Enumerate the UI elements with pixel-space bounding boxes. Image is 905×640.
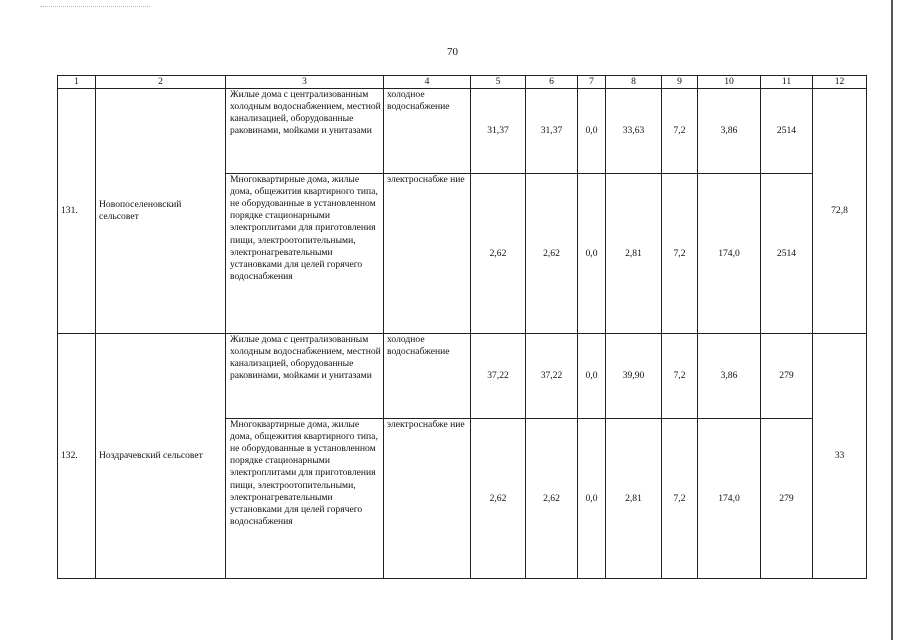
value-cell: 2,81 xyxy=(606,174,662,334)
housing-description: Жилые дома с централизованным холодным водоснабжением, местной канализацией, оборудованные раковинами, мойками и унитазами xyxy=(226,334,384,419)
page-edge-line xyxy=(891,0,893,640)
utility-service: холодное водоснабжение xyxy=(384,334,471,419)
settlement-name: Ноздрачевский сельсовет xyxy=(96,334,226,579)
value-cell: 37,22 xyxy=(526,334,578,419)
column-header: 5 xyxy=(471,76,526,89)
housing-description: Многоквартирные дома, жилые дома, общежития квартирного типа, не оборудованные в установленном порядке стационарными электроплитами для приготовления пищи, электроотопительными, электронагревательными установками для целей горячего водоснабжения xyxy=(226,174,384,334)
column-header: 10 xyxy=(698,76,761,89)
value-cell: 7,2 xyxy=(662,89,698,174)
value-cell: 7,2 xyxy=(662,419,698,579)
value-cell: 3,86 xyxy=(698,334,761,419)
tariff-table xyxy=(57,75,867,579)
table-header-row xyxy=(58,76,867,89)
value-cell: 33,63 xyxy=(606,89,662,174)
value-cell: 2514 xyxy=(761,89,813,174)
utility-service: электроснабже ние xyxy=(384,419,471,579)
value-cell: 7,2 xyxy=(662,174,698,334)
column-header: 1 xyxy=(58,76,96,89)
table-row xyxy=(58,89,867,174)
top-scan-mark xyxy=(40,6,150,7)
housing-description: Жилые дома с централизованным холодным водоснабжением, местной канализацией, оборудованные раковинами, мойками и унитазами xyxy=(226,89,384,174)
value-cell: 0,0 xyxy=(578,334,606,419)
value-cell: 2,81 xyxy=(606,419,662,579)
column-header: 6 xyxy=(526,76,578,89)
utility-service: холодное водоснабжение xyxy=(384,89,471,174)
value-cell: 31,37 xyxy=(526,89,578,174)
value-cell: 31,37 xyxy=(471,89,526,174)
value-cell: 279 xyxy=(761,419,813,579)
row-index: 132. xyxy=(58,334,96,579)
value-cell: 7,2 xyxy=(662,334,698,419)
column-header: 7 xyxy=(578,76,606,89)
column-header: 12 xyxy=(813,76,867,89)
utility-service: электроснабже ние xyxy=(384,174,471,334)
value-cell: 0,0 xyxy=(578,419,606,579)
value-cell: 174,0 xyxy=(698,419,761,579)
value-cell: 0,0 xyxy=(578,174,606,334)
column-header: 3 xyxy=(226,76,384,89)
row-index: 131. xyxy=(58,89,96,334)
value-cell: 2514 xyxy=(761,174,813,334)
total-value: 33 xyxy=(813,334,867,579)
page-number: 70 xyxy=(447,46,458,58)
value-cell: 37,22 xyxy=(471,334,526,419)
column-header: 9 xyxy=(662,76,698,89)
value-cell: 279 xyxy=(761,334,813,419)
value-cell: 174,0 xyxy=(698,174,761,334)
column-header: 4 xyxy=(384,76,471,89)
value-cell: 39,90 xyxy=(606,334,662,419)
value-cell: 2,62 xyxy=(471,419,526,579)
column-header: 8 xyxy=(606,76,662,89)
value-cell: 0,0 xyxy=(578,89,606,174)
column-header: 2 xyxy=(96,76,226,89)
value-cell: 2,62 xyxy=(526,174,578,334)
housing-description: Многоквартирные дома, жилые дома, общежития квартирного типа, не оборудованные в установленном порядке стационарными электроплитами для приготовления пищи, электроотопительными, электронагревательными установками для целей горячего водоснабжения xyxy=(226,419,384,579)
column-header: 11 xyxy=(761,76,813,89)
value-cell: 2,62 xyxy=(471,174,526,334)
value-cell: 2,62 xyxy=(526,419,578,579)
table-row xyxy=(58,334,867,419)
value-cell: 3,86 xyxy=(698,89,761,174)
total-value: 72,8 xyxy=(813,89,867,334)
settlement-name: Новопоселеновский сельсовет xyxy=(96,89,226,334)
